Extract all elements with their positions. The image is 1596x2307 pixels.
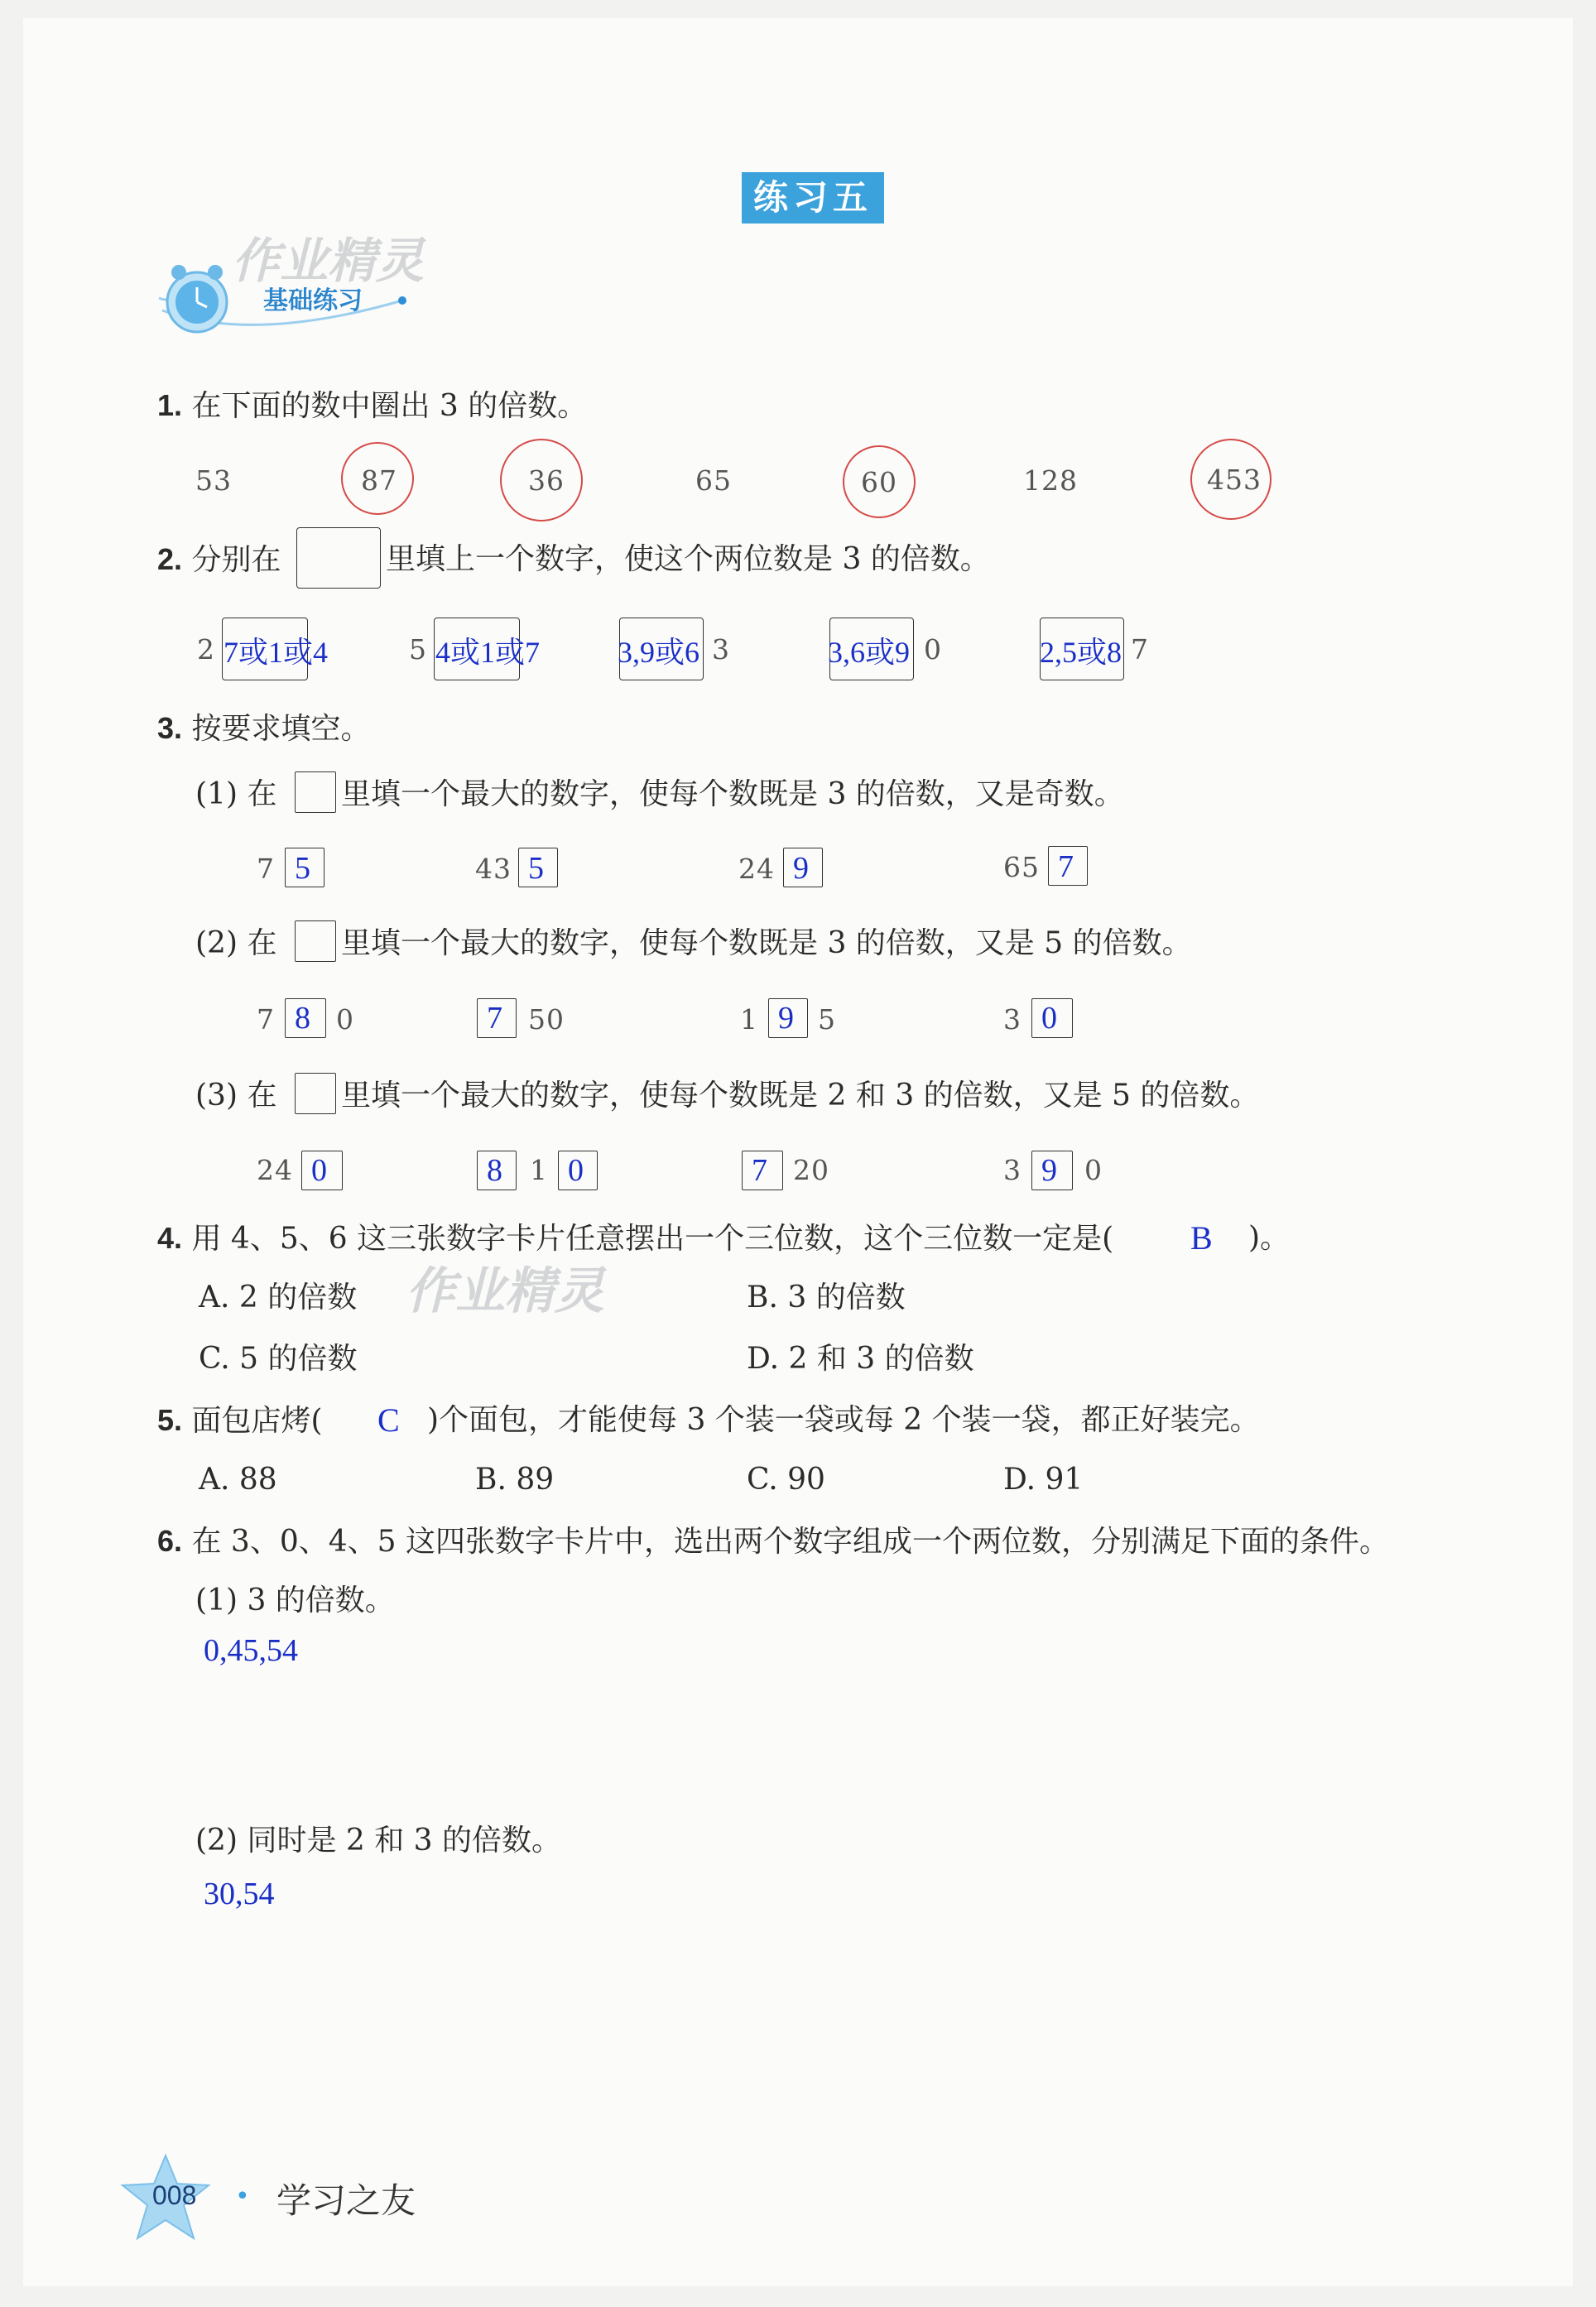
q1-number-36: 36 — [528, 464, 565, 497]
q3-text: 按要求填空。 — [191, 712, 371, 746]
q6-p1-answer: 0,45,54 — [204, 1633, 298, 1668]
q5-text-a: 面包店烤( — [191, 1404, 323, 1438]
q3-p2-item4-answer: 0 — [1041, 1001, 1057, 1036]
q3-p1-item1-digits: 7 — [257, 853, 275, 885]
q3-p2-item1-digit-before: 7 — [257, 1003, 275, 1036]
q6-p2-answer: 30,54 — [204, 1877, 275, 1911]
q1-number: 1. — [157, 388, 183, 422]
q3-p3-item2-answer-a: 8 — [487, 1153, 502, 1188]
q5-option-b: B. 89 — [475, 1463, 555, 1497]
q3-p3-item1-digits: 24 — [257, 1154, 293, 1186]
q3-p3-item1-answer: 0 — [311, 1153, 327, 1188]
section-label: 基础练习 — [263, 286, 363, 315]
q3-p2-item3-digit-before: 1 — [740, 1003, 758, 1036]
q5-number: 5. — [157, 1403, 183, 1437]
q3-p2-item4-digit-before: 3 — [1003, 1003, 1022, 1036]
q1-number-128: 128 — [1023, 464, 1078, 497]
q4-option-c: C. 5 的倍数 — [199, 1342, 358, 1376]
q4-number: 4. — [157, 1221, 183, 1255]
q2-item1-digit: 2 — [197, 633, 215, 666]
q2-item2-digit: 5 — [409, 633, 427, 666]
page-number: 008 — [152, 2180, 197, 2210]
q5-text-b: )个面包，才能使每 3 个装一袋或每 2 个装一袋，都正好装完。 — [427, 1403, 1260, 1437]
footer-dot: • — [235, 2182, 250, 2211]
q3-p1-item2-answer: 5 — [528, 851, 544, 886]
q1-number-53: 53 — [195, 464, 232, 497]
q3-p2-label: (2) 在 — [195, 926, 277, 960]
q2-item5-digit: 7 — [1131, 633, 1149, 666]
q6-p2-label: (2) 同时是 2 和 3 的倍数。 — [195, 1824, 562, 1858]
q4-text-b: )。 — [1248, 1221, 1291, 1255]
q5-answer: C — [377, 1401, 400, 1439]
q2-number: 2. — [157, 542, 183, 576]
q3-p2-item2-digits-after: 50 — [528, 1003, 565, 1036]
q3-p2-item1-digit-after: 0 — [336, 1003, 354, 1036]
q3-p1-item3-digits: 24 — [738, 853, 775, 885]
q3-number: 3. — [157, 711, 183, 745]
q5-option-c: C. 90 — [747, 1463, 825, 1497]
q2-item5-answer: 2,5或8 — [1040, 636, 1122, 669]
q3-stem — [157, 710, 371, 747]
q3-p3-label: (3) 在 — [195, 1079, 277, 1113]
q6-stem — [157, 1523, 1389, 1560]
q3-p1-label: (1) 在 — [195, 777, 277, 811]
q3-p1-item1-answer: 5 — [295, 851, 310, 886]
q1-number-87: 87 — [361, 464, 397, 497]
q2-item4-answer: 3,6或9 — [828, 636, 911, 669]
q3-p3-item4-digit-after: 0 — [1084, 1154, 1103, 1186]
q2-item1-answer: 7或1或4 — [224, 636, 329, 669]
q3-p1-item4-answer: 7 — [1058, 849, 1074, 884]
q1-number-453: 453 — [1207, 464, 1262, 496]
q5-stem — [157, 1402, 323, 1439]
q4-option-a: A. 2 的倍数 — [199, 1281, 358, 1315]
q2-item3-answer: 3,9或6 — [618, 636, 700, 669]
q6-text: 在 3、0、4、5 这四张数字卡片中，选出两个数字组成一个两位数，分别满足下面的条件。 — [191, 1525, 1389, 1559]
q3-p2-example-box — [295, 920, 336, 962]
q4-stem — [157, 1220, 1113, 1257]
q2-example-box — [296, 527, 381, 589]
q6-number: 6. — [157, 1524, 183, 1558]
q3-p3-item2-answer-b: 0 — [568, 1153, 584, 1188]
q2-item3-digit: 3 — [712, 633, 730, 666]
q3-p2-item3-digit-after: 5 — [818, 1003, 836, 1036]
q3-p3-example-box — [295, 1073, 336, 1114]
q1-number-65: 65 — [695, 464, 732, 497]
q1-stem — [157, 387, 587, 425]
q3-p1-item4-digits: 65 — [1003, 851, 1040, 883]
q1-text: 在下面的数中圈出 3 的倍数。 — [191, 389, 588, 423]
q3-p1-item2-digits: 43 — [475, 853, 512, 885]
q2-item2-answer: 4或1或7 — [435, 636, 541, 669]
watermark-top: 作业精灵 — [232, 233, 425, 289]
q3-p1-example-box — [295, 771, 336, 813]
q5-option-d: D. 91 — [1003, 1463, 1084, 1497]
q3-p2-item3-answer: 9 — [778, 1001, 794, 1036]
q4-option-b: B. 3 的倍数 — [747, 1281, 906, 1315]
q3-p2-item2-answer: 7 — [487, 1001, 502, 1036]
q6-p1-label: (1) 3 的倍数。 — [195, 1584, 395, 1617]
q3-p3-item2-digit-mid: 1 — [530, 1154, 548, 1186]
q3-p3-item4-digit-before: 3 — [1003, 1154, 1022, 1186]
watermark-middle: 作业精灵 — [406, 1262, 604, 1320]
q3-p1-text: 里填一个最大的数字，使每个数既是 3 的倍数，又是奇数。 — [341, 777, 1124, 811]
q3-p3-text: 里填一个最大的数字，使每个数既是 2 和 3 的倍数，又是 5 的倍数。 — [341, 1079, 1260, 1113]
q3-p2-text: 里填一个最大的数字，使每个数既是 3 的倍数，又是 5 的倍数。 — [341, 926, 1192, 960]
q3-p3-item4-answer: 9 — [1041, 1153, 1057, 1188]
q1-number-60: 60 — [861, 466, 897, 498]
page-title: 练习五 — [742, 172, 884, 223]
q2-item4-digit: 0 — [924, 633, 942, 666]
q3-p3-item3-answer: 7 — [752, 1153, 767, 1188]
q2-text-b: 里填上一个数字，使这个两位数是 3 的倍数。 — [386, 542, 990, 576]
q3-p3-item3-digits-after: 20 — [793, 1154, 829, 1186]
q4-option-d: D. 2 和 3 的倍数 — [747, 1342, 974, 1376]
q4-answer: B — [1190, 1219, 1213, 1257]
q5-option-a: A. 88 — [199, 1463, 277, 1497]
worksheet-page — [23, 18, 1573, 2286]
book-title: 学习之友 — [276, 2180, 416, 2221]
q3-p1-item3-answer: 9 — [793, 851, 809, 886]
q2-stem — [157, 541, 281, 579]
q4-text-a: 用 4、5、6 这三张数字卡片任意摆出一个三位数，这个三位数一定是( — [191, 1222, 1114, 1256]
q3-p2-item1-answer: 8 — [295, 1001, 310, 1036]
q2-text-a: 分别在 — [191, 543, 281, 577]
